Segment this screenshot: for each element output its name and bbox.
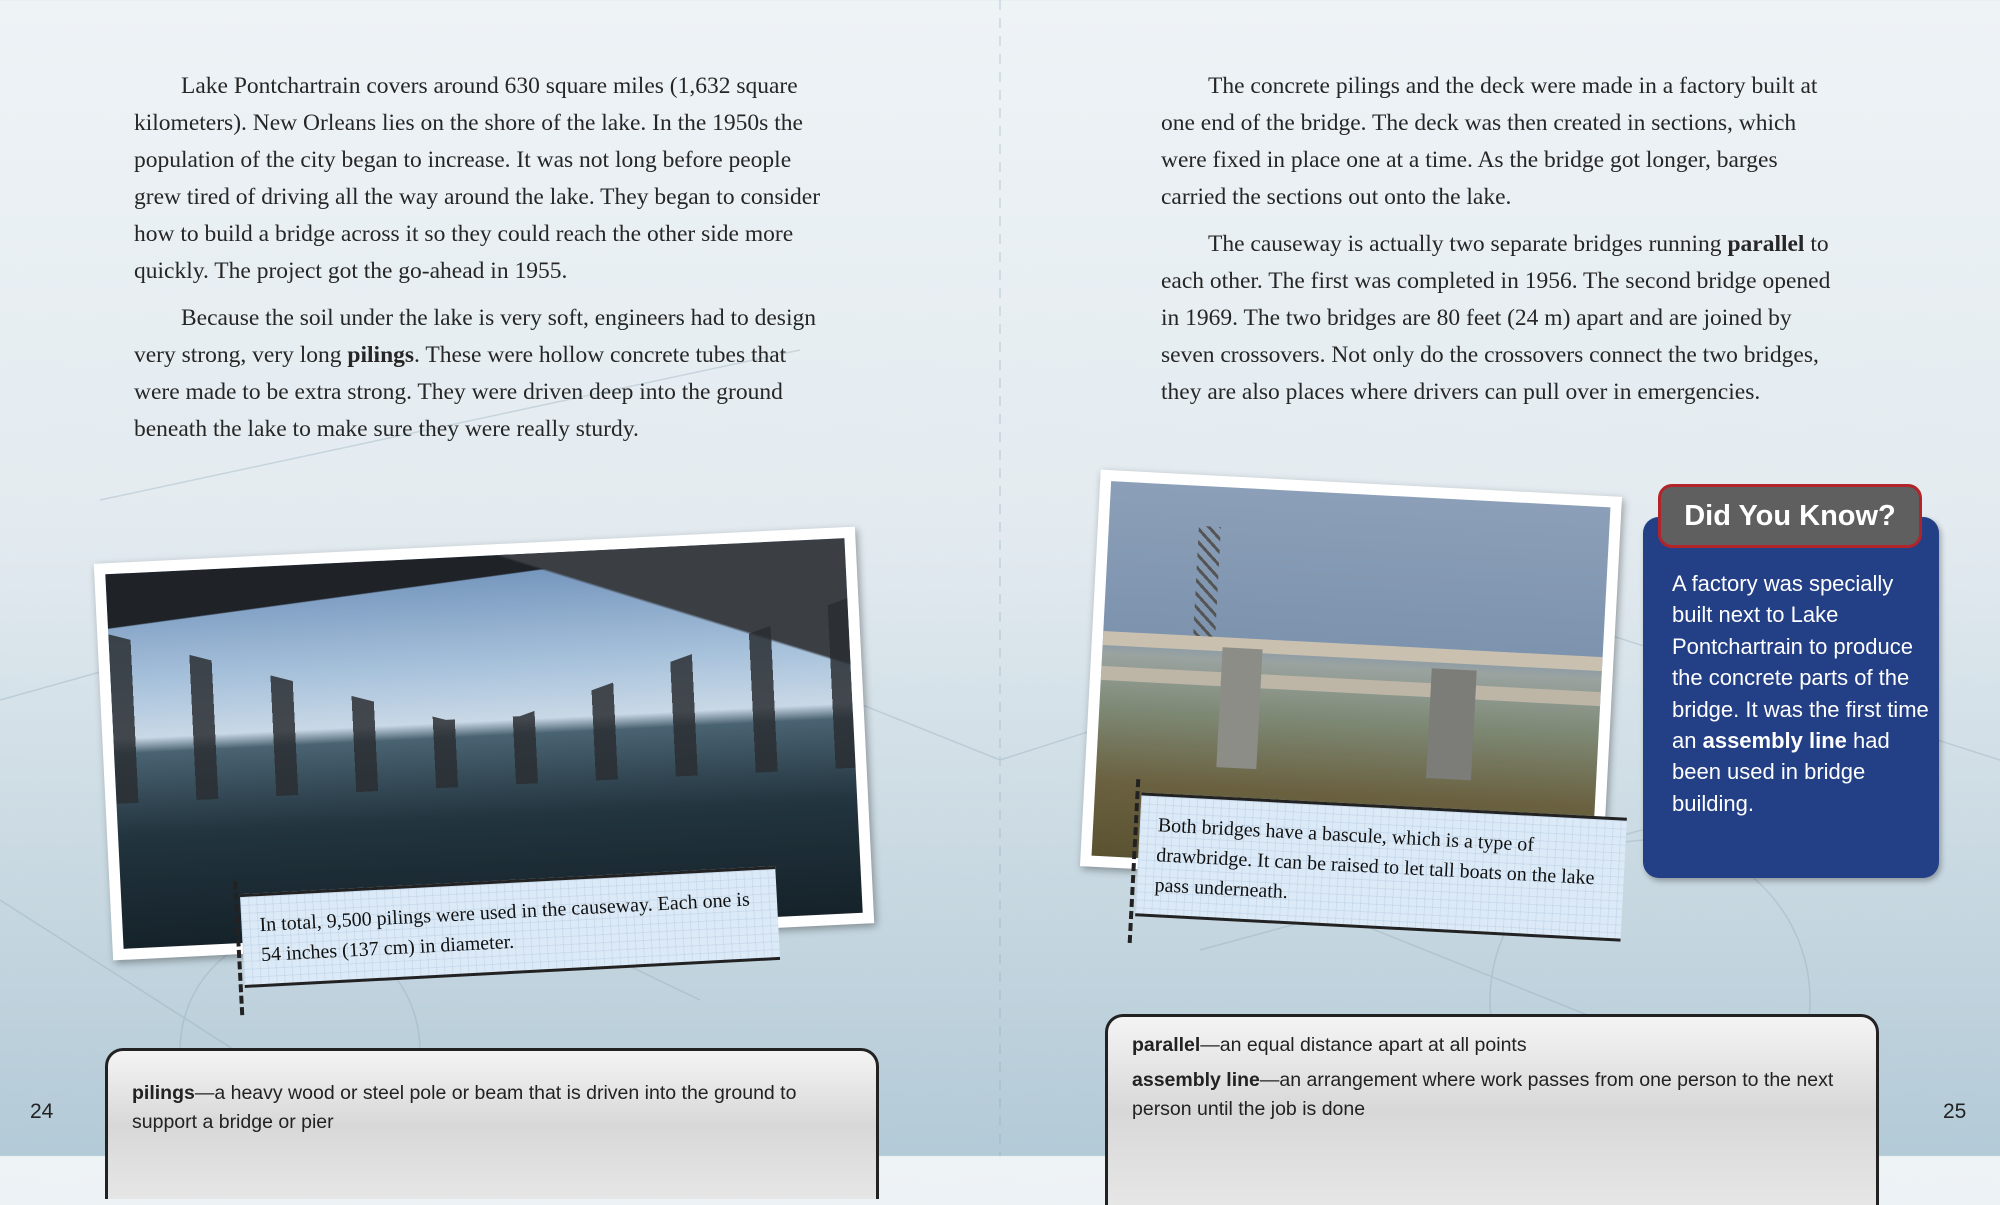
caption-text: In total, 9,500 pilings were used in the causeway. Each one is 54 inches (137 cm) in diameter. [258,888,751,967]
paragraph [1161,226,1841,411]
did-you-know-title: Did You Know? [1658,484,1922,548]
text: A factory was specially built next to Lake Pontchartrain to produce the concrete parts of the bridge. It was the first time an [1672,571,1929,754]
page-number-right: 25 [1943,1100,1967,1123]
glossary-entry [1132,1031,1852,1060]
glossary-term: assembly line [1132,1069,1260,1091]
glossary-definition: —a heavy wood or steel pole or beam that is driven into the ground to support a bridge or pier [132,1082,797,1133]
glossary-entry [132,1079,852,1137]
glossary-term: pilings [132,1082,195,1104]
glossary-term: assembly line [1702,728,1847,754]
glossary-term: parallel [1132,1034,1201,1056]
right-body-text [1161,68,1841,421]
paragraph: Lake Pontchartrain covers around 630 square miles (1,632 square kilometers). New Orleans lies on the shore of the lake. In the 1950s the population of the city began to increase. It was not long before people grew tired of driving all the way around the lake. They began to consider how to build a bridge across it so they could reach the other side more quickly. The project got the go-ahead in 1955. [134,73,821,284]
glossary-entry [1132,1066,1852,1124]
glossary-term: parallel [1727,231,1805,257]
glossary-definition: —an equal distance apart at all points [1200,1034,1527,1056]
paragraph: The concrete pilings and the deck were made in a factory built at one end of the bridge. The deck was then created in sections, which were fixed in place one at a time. As the bridge got longer, barges carried the sections out onto the lake. [1161,73,1818,210]
right-glossary-box [1105,1014,1879,1205]
glossary-definition: —an arrangement where work passes from one person to the next person until the job is done [1132,1069,1834,1120]
text: had been used in bridge building. [1672,728,1890,816]
page-number-left: 24 [30,1100,54,1123]
text: Because the soil under the lake is very soft, engineers had to design very strong, very long [134,305,816,368]
left-glossary-box [105,1048,879,1199]
right-photo-caption [1135,792,1627,941]
did-you-know-text [1672,568,1932,819]
text: The causeway is actually two separate bridges running [1208,231,1728,257]
caption-text: Both bridges have a bascule, which is a type of drawbridge. It can be raised to let tall boats on the lake pass underneath. [1154,814,1596,904]
paragraph [134,300,824,448]
left-body-text [134,68,824,458]
text: . These were hollow concrete tubes that were made to be extra strong. They were driven deep into the ground beneath the lake to make sure they were really sturdy. [134,342,787,442]
text: to each other. The first was completed in 1956. The second bridge opened in 1969. The two bridges are 80 feet (24 m) apart and are joined by seven crossovers. Not only do the crossovers connect the two bridges, they are also places where drivers can pull over in emergencies. [1161,231,1831,405]
glossary-term: pilings [347,342,415,368]
